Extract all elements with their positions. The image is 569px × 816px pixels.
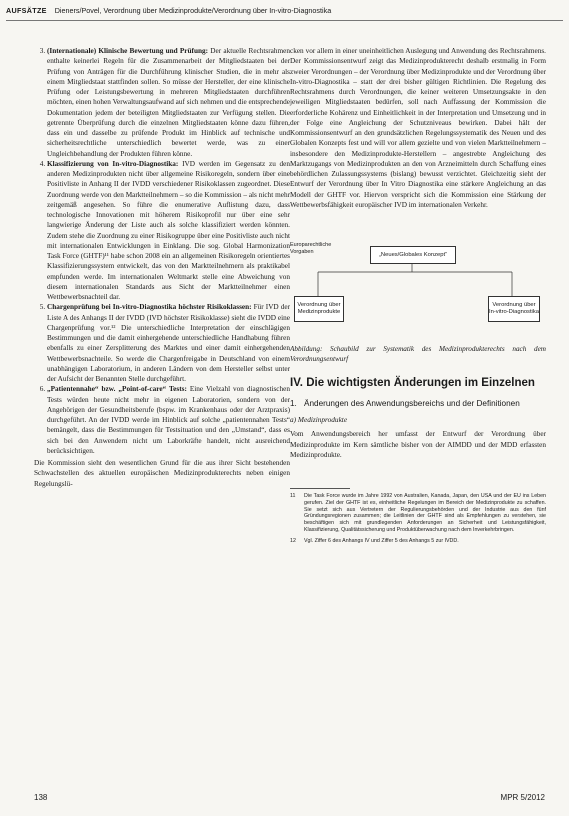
box-medizinprodukte: Verordnung über Medizinprodukte xyxy=(294,296,344,322)
closing-paragraph: Die Kommission sieht den wesentlichen Grund für die aus ihrer Sicht bestehenden Schwachstellen des aktuellen europäischen Medizinprodukterechts neben einigen Regelungslü- xyxy=(34,459,290,488)
subsubsection-heading: a) Medizinprodukte xyxy=(290,415,348,424)
footnote-number: 12 xyxy=(290,537,296,544)
diagram xyxy=(290,220,546,340)
subsection-heading xyxy=(290,398,546,409)
diagram-connectors xyxy=(290,220,546,340)
intro-paragraph: cken vor allem in einer uneinheitlichen Auslegung und Anwendung des Rechtsrahmens. Der Kommissionsentwurf zeigt das Medizinprodukterecht deshalb erstmalig in Form zweier Verordnungen – der Verordnung über Medizinprodukte und der Verordnung über In-vitro-Diagnostika – statt der drei bisher gültigen Richtlinien. Die Regelung des Rechtsrahmens durch Verordnungen, die keiner weiteren Umsetzungsakte in den jeweiligen Mitgliedstaaten bedürfen, soll nach Auffassung der Kommission die erforderliche Kohärenz und Einheitlichkeit in der Interpretation und Umsetzung und in der Folge eine Angleichung der Schutzniveaus bewirken. Dabei hält der Kommissionsentwurf an den grundsätzlichen Regelungssystematik des Neuen und des Globalen Konzepts fest und will vor allem gezielte und von vielen Marktteilnehmern – insbesondere den Medizinprodukte-Herstellern – angestrebte Angleichung des Marktzugangs von Medizinprodukten an den von Arzneimitteln durch Schaffung eines behördlichen Zulassungssystems (bislang) bewusst verzichtet. Gleichzeitig sieht der Entwurf der Verordnung über In Vitro Diagnostika eine stärkere Angleichung an das Modell der GHTF vor. Hiervon verspricht sich die Kommission eine Stärkung der Wettbewerbsfähigkeit europäischer IVD im internationalen Verkehr. xyxy=(290,47,546,209)
top-box: „Neues/Globales Konzept“ xyxy=(370,246,456,264)
footnote-rule xyxy=(290,488,350,489)
item-text: Eine Vielzahl von diagnostischen Tests würden heute nicht mehr in eigenen Laboratorien, sondern von der Angehörigen der Gesundheitsberufe (bspw. im Krankenhaus oder der Arztpraxis) durchgeführt. An der IVDD werde im Hinblick auf solche „patientennahen Tests“ bemängelt, dass die Bestimmungen für Testsituation und den „Umstand“, dass es sich bei den Anwendern nicht um Laborkräfte handelt, nicht ausreichend berücksichtigen. xyxy=(47,385,290,455)
journal-issue: MPR 5/2012 xyxy=(500,793,545,802)
subsection-title: Änderungen des Anwendungsbereichs und der Definitionen xyxy=(304,399,520,408)
footnote-number: 11 xyxy=(290,493,296,499)
page-number: 138 xyxy=(34,793,48,802)
right-column xyxy=(290,46,546,545)
section-label: AUFSÄTZE xyxy=(6,6,47,15)
section-heading: IV. Die wichtigsten Änderungen im Einzelnen xyxy=(290,377,535,389)
list-item xyxy=(47,302,290,384)
list-item xyxy=(47,384,290,456)
left-column xyxy=(34,46,290,781)
item-text: Für IVD der Liste A des Anhangs II der IVDD (IVD höchster Risikoklasse) sieht die IVDD eine Chargenprüfung vor.¹² Die unterschiedliche Interpretation der einschlägigen Bestimmungen und die damit einhergehende unterschiedliche Handhabung führen ebenfalls zu einer Zersplitterung des Marktes und einer damit einhergehenden Wettbewerbsnachteile. So werde die Chargenfreigabe in Deutschland von einem unabhängigen Laboratorium, in anderen Ländern von dem Hersteller selbst unter der Aufsicht der Benannten Stelle durchgeführt. xyxy=(47,303,290,383)
box-ivd: Verordnung über In-vitro-Diagnostika xyxy=(488,296,540,322)
subsection-number: 1. xyxy=(290,399,297,408)
footnote-text: Die Task Force wurde im Jahre 1992 von Australien, Kanada, Japan, den USA und der EU ins Leben gerufen. Ziel der GHTF ist es, einheitliche Regelungen im Bereich der Medizinprodukte zu schaffen. Sie setzt sich aus Vertretern der Regulierungsbehörden und der Industrie aus den fünf Gründungsregionen zusammen; die Leitlinien der GHTF sind als Empfehlungen zu verstehen, sie beschäftigen sich mit grundlegenden Anforderungen an Sicherheit und Leistungsfähigkeit, Klassifizierung, Qualitätssicherung und Produktüberwachung nach dem Inverkehrbringen. xyxy=(304,493,546,533)
figure-caption: Abbildung: Schaubild zur Systematik des Medizinprodukterechts nach dem Verordnungsentwurf xyxy=(290,345,546,363)
footnote xyxy=(290,538,546,545)
footnote xyxy=(290,493,546,534)
body-paragraph: Vom Anwendungsbereich her umfasst der Entwurf der Verordnung über Medizinprodukte im Kern sämtliche bisher von der AIMDD und der MDD erfassten Medizinprodukte. xyxy=(290,430,546,459)
running-header xyxy=(6,6,563,21)
numbered-list xyxy=(34,46,290,456)
item-lead: (Internationale) Klinische Bewertung und Prüfung: xyxy=(47,47,209,55)
list-item xyxy=(47,159,290,303)
item-text: Der aktuelle Rechtsrahmen enthalte keinerlei Regeln für die Zusammenarbeit der Mitgliedstaaten bei der Prüfung von Anträgen für die Durchführung klinischer Studien, die in mehr als einem Mitgliedstaat stattfinden sollen. So müsse der Hersteller, der eine klinische Prüfung oder Leistungsbewertung in mehreren Mitgliedstaaten durchführen möchten, einen hohen Verwaltungsaufwand auf sich nehmen und die entsprechende Dokumentation jedem der beteiligten Mitgliedstaaten zur Verfügung stellen. Die getrennte Überprüfung durch die einzelnen Mitgliedstaaten könne dazu führen, dass ein und dasselbe zu prüfende Produkt im Hinblick auf technische und sicherheitsrechtliche unterschiedlich bewertet werde, was zu einer Ungleichbehandlung der Produkten führen könne. xyxy=(47,47,290,158)
list-item xyxy=(47,46,290,159)
item-lead: „Patientennahe“ bzw. „Point-of-care“ Tests: xyxy=(47,385,187,394)
item-lead: Chargenprüfung bei In-vitro-Diagnostika höchster Risikoklassen: xyxy=(47,303,252,312)
item-lead: Klassifizierung von In-vitro-Diagnostika: xyxy=(47,159,179,168)
side-label: Europarechtliche Vorgaben xyxy=(290,242,332,255)
footnote-text: Vgl. Ziffer 6 des Anhangs IV und Ziffer 5 des Anhangs 5 zur IVDD. xyxy=(304,537,459,544)
item-text: IVD werden im Gegensatz zu den anderen Medizinprodukten nicht über allgemeine Risikoregeln, sondern über eine Positivliste in Anhang II der IVDD verschiedener Risikoklassen zugeordnet. Diese Zuordnung werde von den Marktteilnehmern – so die Kommission – als nicht mehr zeitgemäß angesehen. So führe die enumerative Auflistung dazu, dass technologische Innovationen mit höherem Risikoprofil nur über eine sehr langwierige Änderung der Liste auch als solche klassifiziert werden könnten. Zudem stehe die Zuordnung zu einer Risikogruppe über eine Positivliste auch nicht mit internationalen Entwicklungen in Einklang. Die sog. Global Harmonization Task Force (GHTF)¹¹ habe schon 2008 ein an allgemeinen Risikoregeln orientiertes Klassifizierungssystem entwickelt, das von den Marktteilnehmern als praktikabel empfunden werde. Im internationalen Weltmarkt stelle eine Abweichung von diesem internationalen Standards aus Sicht der Marktteilnehmer einen Wettbewerbsnachteil dar. xyxy=(47,159,290,301)
running-title: Dieners/Povel, Verordnung über Medizinprodukte/Verordnung über In-vitro-Diagnostika xyxy=(54,6,332,15)
